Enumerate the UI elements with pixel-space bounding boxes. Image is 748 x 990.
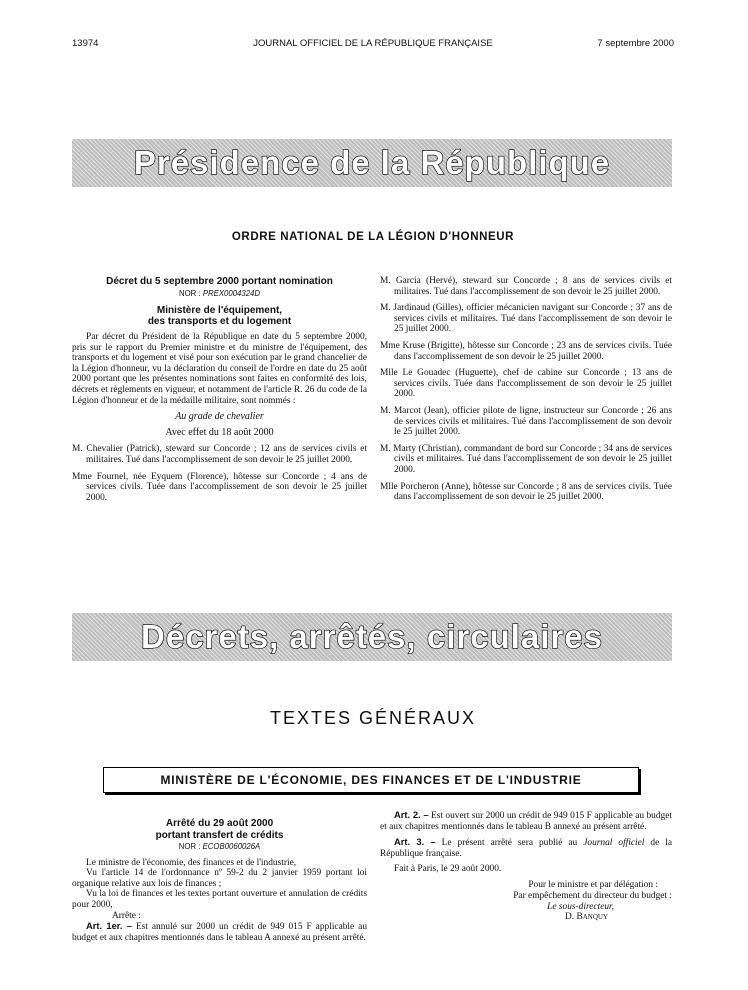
article-1-text: Est annulé sur 2000 un crédit de 949 015 F applicable au budget et aux chapitres mentionnés dans le tableau A annexé au présent arrêté. <box>72 922 368 943</box>
section-banner-presidence <box>72 139 672 187</box>
nominee-entry: M. Marty (Christian), commandant de bord sur Concorde ; 34 ans de services civils et militaires. Tué dans l'accomplissement de son devoir le 25 juillet 2000. <box>380 443 672 475</box>
banner-title: Présidence de la République <box>133 144 611 181</box>
nor-label: NOR : <box>178 288 201 298</box>
article-2 <box>380 810 672 832</box>
nominee-entry: M. Marcot (Jean), officier pilote de ligne, instructeur sur Concorde ; 26 ans de services civils et militaires. Tué dans l'accomplissement de son devoir le 25 juillet 2000. <box>380 405 672 438</box>
nor-label: NOR : <box>178 842 201 851</box>
article-3-label: Art. 3. – <box>394 836 436 848</box>
decree-right-column <box>380 276 672 509</box>
nominee-entry: Mme Fournel, née Eyquem (Florence), hôtesse sur Concorde ; 4 ans de services civils. Tuée dans l'accomplissement de son devoir le 25 juillet 2000. <box>72 471 367 503</box>
ministry-box: MINISTÈRE DE L'ÉCONOMIE, DES FINANCES ET DE L'INDUSTRIE <box>103 767 639 793</box>
signature-block <box>380 880 672 923</box>
signature-role <box>380 902 672 913</box>
nominee-entry: M. Jardinaud (Gilles), officier mécanicien navigant sur Concorde ; 37 ans de services civils et militaires. Tué dans l'accomplissement de son devoir le 25 juillet 2000. <box>380 303 672 335</box>
arrete-title-line-2: portant transfert de crédits <box>155 829 284 841</box>
arrete-left-column <box>72 818 367 943</box>
signature-role-text: Le sous-directeur, <box>547 901 614 912</box>
nominee-entry: Mlle Le Gouadec (Huguette), chef de cabine sur Concorde ; 13 ans de services civils. Tuée dans l'accomplissement de son devoir le 25 juillet 2000. <box>380 368 672 400</box>
intro-line: Vu l'article 14 de l'ordonnance nº 59-2 du 2 janvier 1959 portant loi organique relative aux lois de finances ; <box>72 868 367 889</box>
arrete-word: Arrête : <box>112 910 141 921</box>
banner-title: Décrets, arrêtés, circulaires <box>141 618 603 655</box>
issue-date: 7 septembre 2000 <box>597 38 674 49</box>
journal-title: JOURNAL OFFICIEL DE LA RÉPUBLIQUE FRANÇAISE <box>253 38 493 49</box>
article-2-label: Art. 2. – <box>394 809 429 820</box>
nominee-entry: M. Chevalier (Patrick), steward sur Concorde ; 12 ans de services civils et militaires. Tué dans l'accomplissement de son devoir le 25 juillet 2000. <box>72 444 367 466</box>
nominee-entry: M. Garcia (Hervé), steward sur Concorde ; 8 ans de services civils et militaires. Tué dans l'accomplissement de son devoir le 25 juillet 2000. <box>380 276 672 297</box>
arrete-right-column <box>380 810 672 923</box>
textes-generaux-heading: TEXTES GÉNÉRAUX <box>269 708 477 728</box>
grade-heading: Au grade de chevalier <box>175 411 264 423</box>
article-3-journal: Journal officiel <box>583 838 645 849</box>
article-3 <box>380 837 672 859</box>
section-banner-decrets <box>72 613 672 661</box>
ministry-line-2: des transports et du logement <box>147 316 292 328</box>
decree-left-column <box>72 276 367 509</box>
article-3-text-before: Le présent arrêté sera publié au <box>441 838 578 849</box>
nor-reference <box>72 842 367 853</box>
signature-line-2: Par empêchement du directeur du budget : <box>513 890 672 901</box>
page-header <box>72 38 674 52</box>
nor-code: PREX0004324D <box>202 288 261 298</box>
ministry-line-1: Ministère de l'équipement, <box>156 305 283 317</box>
nominee-entry: Mlle Porcheron (Anne), hôtesse sur Concorde ; 8 ans de services civils. Tuée dans l'accomplissement de son devoir le 25 juillet 2000. <box>380 481 672 503</box>
arrete-title-line-1: Arrêté du 29 août 2000 <box>165 818 274 829</box>
article-1 <box>72 921 367 943</box>
nor-reference <box>72 289 367 300</box>
decree-intro: Par décret du Président de la République en date du 5 septembre 2000, pris sur le rapport du Premier ministre et du ministre de l'équipement, des transports et du logement et visé pour son exécution par le grand chancelier de la Légion d'honneur, vu la déclaration du conseil de l'ordre en date du 25 août 2000 portant que les présentes nominations sont faites en conformité des lois, décrets et règlements en vigueur, et notamment de l'article R. 26 du code de la Légion d'honneur et de la médaille militaire, sont nommés : <box>72 332 367 406</box>
intro-line: Le ministre de l'économie, des finances et de l'industrie, <box>86 857 297 868</box>
fait-a-paris: Fait à Paris, le 29 août 2000. <box>394 864 502 875</box>
ministry-heading <box>72 305 367 327</box>
article-3-text-after: de la République française. <box>380 838 673 859</box>
nor-code: ECOB0060026A <box>202 842 261 851</box>
order-title: ORDRE NATIONAL DE LA LÉGION D'HONNEUR <box>231 231 515 243</box>
intro-line: Vu la loi de finances et les textes portant ouverture et annulation de crédits pour 2000, <box>72 889 367 910</box>
effect-date: Avec effet du 18 août 2000 <box>165 426 274 438</box>
signature-line-1: Pour le ministre et par délégation : <box>528 879 658 890</box>
page-number: 13974 <box>72 38 99 49</box>
article-1-label: Art. 1er. – <box>86 920 132 932</box>
article-2-text: Est ouvert sur 2000 un crédit de 949 015 F applicable au budget et aux chapitres mentionnés dans le tableau B annexé au présent arrêté. <box>380 811 673 832</box>
decree-title: Décret du 5 septembre 2000 portant nomination <box>106 276 333 287</box>
nominee-entry: Mme Kruse (Brigitte), hôtesse sur Concorde ; 23 ans de services civils. Tuée dans l'accomplissement de son devoir le 25 juillet 2000. <box>380 340 672 362</box>
signature-name: D. Banquy <box>565 912 608 923</box>
